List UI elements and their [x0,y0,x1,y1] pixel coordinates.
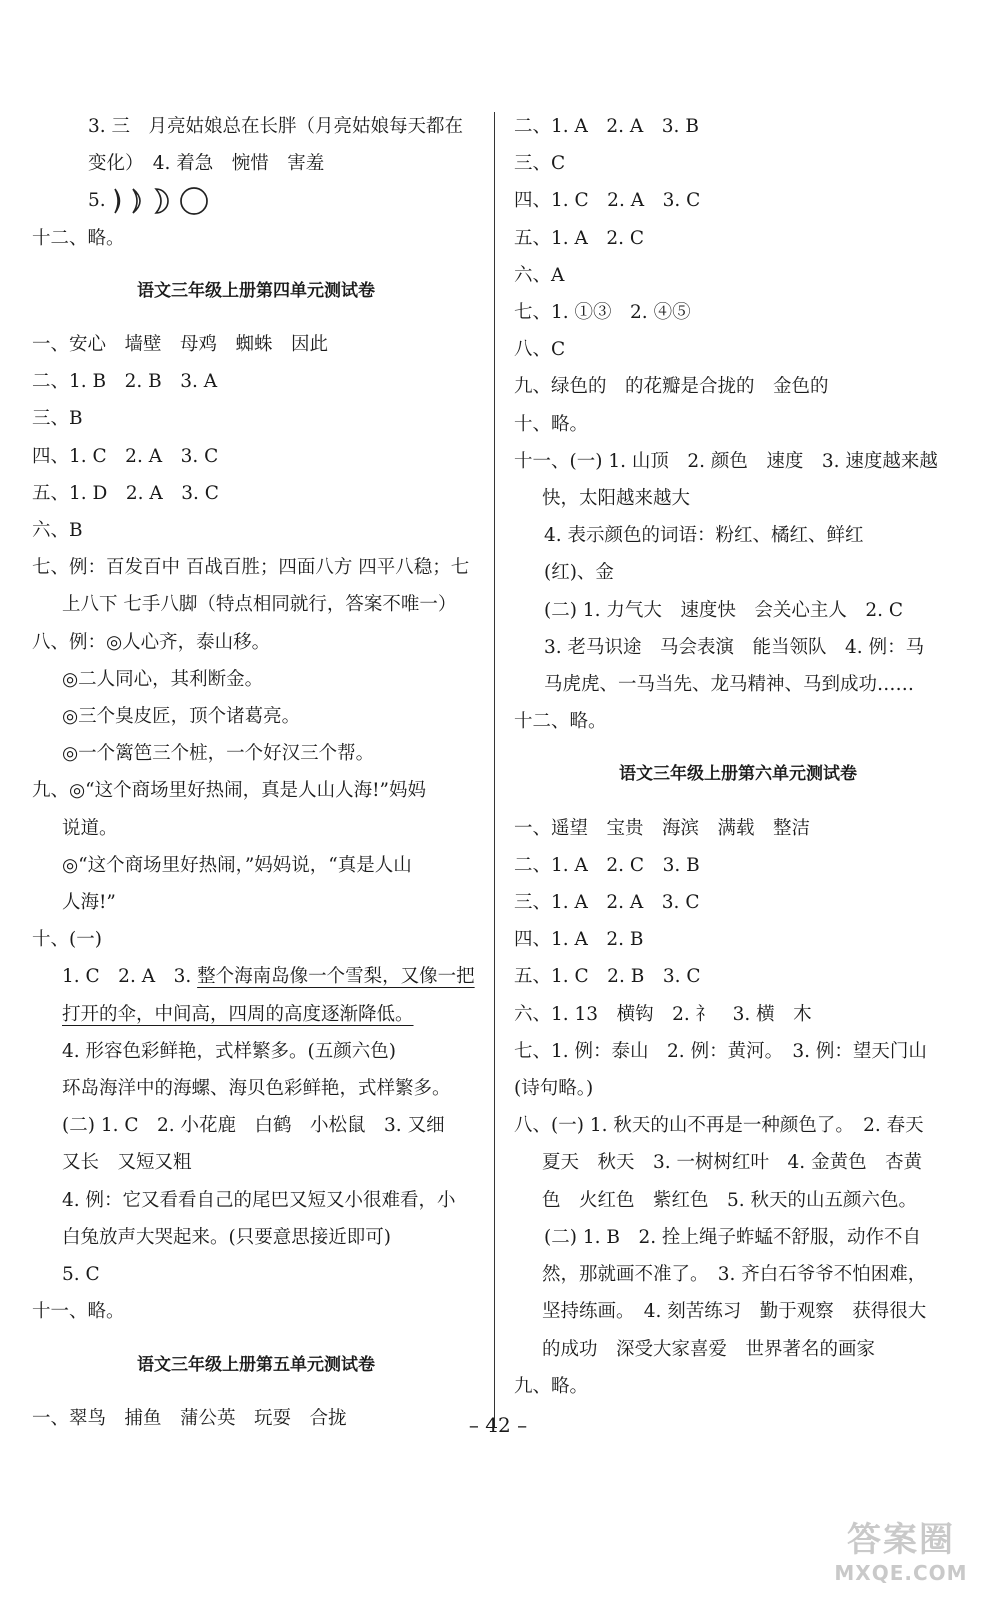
answer-line: 变化） 4. 着急 惋惜 害羞 [88,153,325,175]
answer-line: 六、B [32,520,83,542]
answer-line: 十一、略。 [32,1301,125,1323]
answer-line: (二) 1. B 2. 拴上绳子蚱蜢不舒服，动作不自 [544,1226,921,1248]
moon-phases [112,186,210,216]
answer-line: 马虎虎、一马当先、龙马精神、马到成功…… [544,674,915,696]
answer-number: 5. [88,190,106,212]
answer-line: 四、1. C 2. A 3. C [32,445,219,467]
answer-line: 色 火红色 紫红色 5. 秋天的山五颜六色。 [542,1189,918,1211]
answer-line: 说道。 [62,817,118,839]
answer-line: 三、1. A 2. A 3. C [514,892,700,914]
section-heading-unit-6: 语文三年级上册第六单元测试卷 [619,764,857,785]
first-quarter-moon-icon [152,188,174,214]
section-heading-unit-4: 语文三年级上册第四单元测试卷 [137,280,375,301]
answer-line: 六、A [514,264,565,286]
answer-line: 八、C [514,339,566,361]
answer-line: 十、(一) [32,929,102,951]
answer-line: 又长 又短又粗 [62,1152,192,1174]
answer-line: 四、1. A 2. B [514,929,644,951]
answer-line: 六、1. 13 横钩 2. 礻 3. 横 木 [514,1003,812,1025]
answer-line: 五、1. D 2. A 3. C [32,482,219,504]
answer-line: 坚持练画。 4. 刻苦练习 勤于观察 获得很大 [542,1301,927,1323]
answer-line: 八、例：◎人心齐，泰山移。 [32,631,271,653]
answer-line: 五、1. A 2. C [514,227,645,249]
answer-line: 5. C [62,1264,100,1286]
answer-line: (诗句略。) [514,1078,594,1100]
answer-line: 环岛海洋中的海螺、海贝色彩鲜艳，式样繁多。 [62,1078,451,1100]
answer-line: 八、(一) 1. 秋天的山不再是一种颜色了。 2. 春天 [514,1115,924,1137]
answer-line: 夏天 秋天 3. 一树树红叶 4. 金黄色 杏黄 [542,1152,923,1174]
answer-line: 一、翠鸟 捕鱼 蒲公英 玩耍 合拢 [32,1407,347,1429]
answer-line: 快，太阳越来越大 [542,488,691,510]
left-column [32,108,480,1437]
answer-line: ◎二人同心，其利断金。 [62,668,264,690]
watermark-bottom: MXQE.COM [834,1561,968,1585]
answer-line: ◎一个篱笆三个桩，一个好汉三个帮。 [62,743,375,765]
moon-phases-line [32,182,480,219]
right-column [514,108,962,1405]
answer-line: 4. 表示颜色的词语：粉红、橘红、鲜红 [544,525,864,547]
answer-line: 人海!” [62,892,116,914]
page-number: – 42 – [468,1413,528,1437]
answer-line: 上八下 七手八脚（特点相同就行，答案不唯一） [62,594,457,616]
answer-line: 二、1. A 2. C 3. B [514,854,700,876]
answer-line: 三、B [32,408,83,430]
answer-line: 的成功 深受大家喜爱 世界著名的画家 [542,1338,876,1360]
answer-line: 一、安心 墙壁 母鸡 蜘蛛 因此 [32,334,329,356]
answer-line: 十、略。 [514,413,589,435]
answer-line: (二) 1. 力气大 速度快 会关心主人 2. C [544,599,904,621]
answer-line: 3. 老马识途 马会表演 能当领队 4. 例：马 [544,636,925,658]
watermark-top: 答案圈 [847,1520,955,1560]
answer-line: 七、1. 例：泰山 2. 例：黄河。 3. 例：望天门山 [514,1040,927,1062]
answer-line: (红)、金 [544,562,614,584]
answer-line: 十一、(一) 1. 山顶 2. 颜色 速度 3. 速度越来越 [514,450,938,472]
answer-line: 七、例：百发百中 百战百胜；四面八方 四平八稳；七 [32,557,470,579]
answer-line: ◎“这个商场里好热闹，”妈妈说，“真是人山 [62,854,412,876]
answer-line: ◎三个臭皮匠，顶个诸葛亮。 [62,706,301,728]
section-heading-unit-5: 语文三年级上册第五单元测试卷 [137,1354,375,1375]
underlined-answer: 打开的伞，中间高，四周的高度逐渐降低。 [62,1003,414,1025]
answer-line: 3. 三 月亮姑娘总在长胖（月亮姑娘每天都在 [88,116,464,137]
answer-line: 七、1. ①③ 2. ④⑤ [514,302,691,324]
answer-line: 白兔放声大哭起来。(只要意思接近即可) [62,1226,391,1248]
column-divider [494,112,495,1428]
answer-line: 九、略。 [514,1375,589,1397]
answer-prefix: 1. C 2. A 3. [62,966,198,988]
answer-line: 三、C [514,153,566,175]
answer-line: 四、1. C 2. A 3. C [514,190,701,212]
answer-line [32,996,480,1033]
answer-line: 一、遥望 宝贵 海滨 满载 整洁 [514,817,811,839]
waxing-crescent-moon-icon [112,188,126,214]
answer-line: 五、1. C 2. B 3. C [514,966,701,988]
answer-line: 4. 例：它又看看自己的尾巴又短又小很难看，小 [62,1189,456,1211]
answer-line [32,958,480,995]
answer-line: 4. 形容色彩鲜艳，式样繁多。(五颜六色) [62,1040,396,1062]
answer-line: 二、1. B 2. B 3. A [32,371,218,393]
answer-line: 然，那就画不准了。 3. 齐白石爷爷不怕困难， [542,1264,927,1286]
answer-line: 十二、略。 [514,711,607,733]
underlined-answer: 整个海南岛像一个雪梨，又像一把 [197,966,475,988]
answer-line: 二、1. A 2. A 3. B [514,116,699,137]
answer-line: 九、绿色的 的花瓣是合拢的 金色的 [514,376,829,398]
answer-line: 九、◎“这个商场里好热闹，真是人山人海!”妈妈 [32,780,426,802]
answer-line: (二) 1. C 2. 小花鹿 白鹤 小松鼠 3. 又细 [62,1115,445,1137]
watermark-logo [826,1512,976,1592]
full-moon-icon [178,186,210,216]
crescent-moon-icon [130,188,148,214]
answer-line: 十二、略。 [32,227,125,249]
